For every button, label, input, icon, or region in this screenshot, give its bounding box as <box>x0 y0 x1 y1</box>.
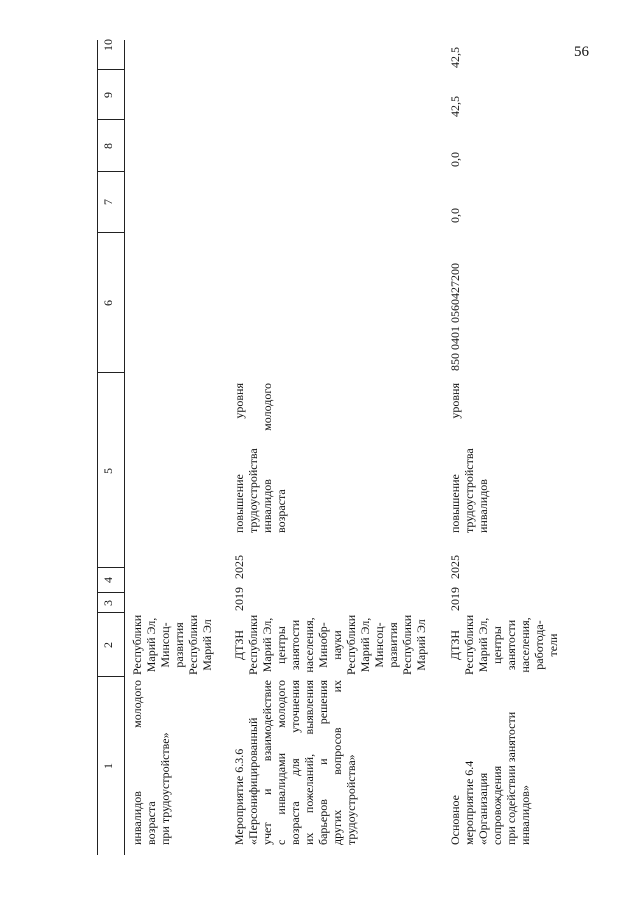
row1-name-line: возраста <box>144 801 158 845</box>
row1-executor-line: Марий Эл, <box>144 617 158 673</box>
row3-name <box>448 680 532 845</box>
row1-executor-line: Марий Эл <box>200 619 214 671</box>
row2-result <box>232 383 288 533</box>
row2-name-line: Мероприятие 6.3.6 <box>232 748 246 845</box>
row2-executor-line: развития <box>386 622 400 668</box>
row2-start-year: 2019 <box>232 587 246 611</box>
row1-name-line: при трудоустройстве» <box>158 732 172 845</box>
row3-executor-line: ДТЗН <box>448 629 462 661</box>
row2-executor-line: Марий Эл, <box>260 617 274 673</box>
column-number-6: 6 <box>101 300 115 306</box>
row2-executor-line: Марий Эл <box>414 619 428 671</box>
row2-name-line: возраста для уточнения <box>288 680 302 845</box>
column-number-5: 5 <box>101 468 115 474</box>
header-bottom-rule <box>124 40 125 855</box>
header-divider <box>97 232 124 233</box>
row3-end-year: 2025 <box>448 555 462 579</box>
row2-executor-line: Минобр- <box>316 622 330 668</box>
row1-name <box>130 680 172 845</box>
row2-executor-line: населения, <box>302 617 316 673</box>
row3-value-8: 0,0 <box>448 152 462 167</box>
row2-executor-line: Республики <box>400 614 414 675</box>
row2-executor-line: Минсоц- <box>372 622 386 668</box>
column-number-8: 8 <box>101 143 115 149</box>
header-divider <box>97 69 124 70</box>
column-number-4: 4 <box>101 577 115 583</box>
column-number-7: 7 <box>101 199 115 205</box>
row1-executor-line: развития <box>172 622 186 668</box>
row2-name-line: других вопросов их <box>330 680 344 845</box>
row2-executor-line: науки <box>330 630 344 660</box>
row3-executor-line: тели <box>546 633 560 657</box>
row2-executor-line: занятости <box>288 619 302 671</box>
row2-executor-line: центры <box>274 626 288 664</box>
row3-value-7: 0,0 <box>448 208 462 223</box>
row3-name-line: «Организация <box>476 772 490 845</box>
row2-executor-line: ДТЗН <box>232 629 246 661</box>
row3-executor-line: работода- <box>532 620 546 670</box>
row1-executor-line: Республики <box>130 614 144 675</box>
header-divider <box>97 372 124 373</box>
column-number-9: 9 <box>101 92 115 98</box>
row3-executor <box>448 615 560 675</box>
row3-executor-line: занятости <box>504 619 518 671</box>
header-top-rule <box>97 40 98 855</box>
header-divider <box>97 567 124 568</box>
row2-name-line: с инвалидами молодого <box>274 680 288 845</box>
header-divider <box>97 676 124 677</box>
column-number-3: 3 <box>101 600 115 606</box>
row2-executor-line: Республики <box>344 614 358 675</box>
row3-result-line: повышение уровня <box>448 383 462 533</box>
row2-name-line: трудоустройства» <box>344 754 358 845</box>
row1-name-line: инвалидов молодого <box>130 680 144 845</box>
row3-result-line: трудоустройства <box>462 448 476 533</box>
row2-name-line: «Персонифицированный <box>246 717 260 845</box>
column-number-1: 1 <box>101 763 115 769</box>
header-divider <box>97 171 124 172</box>
row3-budget-code: 850 0401 0560427200 <box>448 263 462 371</box>
row2-executor-line: Марий Эл, <box>358 617 372 673</box>
row3-start-year: 2019 <box>448 587 462 611</box>
row3-name-line: мероприятие 6.4 <box>462 760 476 845</box>
row3-result-line: инвалидов <box>476 479 490 533</box>
column-number-2: 2 <box>101 642 115 648</box>
row3-value-10: 42,5 <box>448 47 462 68</box>
row3-executor-line: Марий Эл, <box>476 617 490 673</box>
row2-executor-line: Республики <box>246 614 260 675</box>
row3-name-line: сопровождения <box>490 765 504 845</box>
row2-name <box>232 680 358 845</box>
row2-name-line: барьеров и решения <box>316 680 330 845</box>
page-number: 56 <box>574 44 589 60</box>
row2-result-line: трудоустройства <box>246 448 260 533</box>
row3-executor-line: населения, <box>518 617 532 673</box>
column-number-10: 10 <box>101 39 115 51</box>
row2-name-line: их пожеланий, выявления <box>302 680 316 845</box>
row3-name-line: при содействии занятости <box>504 711 518 845</box>
row2-name-line: учет и взаимодействие <box>260 680 274 845</box>
row3-executor-line: Республики <box>462 614 476 675</box>
header-divider <box>97 119 124 120</box>
row1-executor-line: Минсоц- <box>158 622 172 668</box>
row1-executor-line: Республики <box>186 614 200 675</box>
row2-result-line: повышение уровня <box>232 383 246 533</box>
row1-executor <box>130 615 214 675</box>
row3-name-line: Основное <box>448 795 462 845</box>
row2-executor <box>232 615 428 675</box>
row3-executor-line: центры <box>490 626 504 664</box>
row3-value-9: 42,5 <box>448 96 462 117</box>
row3-name-line: инвалидов» <box>518 785 532 845</box>
row3-result <box>448 383 490 533</box>
row2-result-line: инвалидов молодого <box>260 383 274 533</box>
row2-result-line: возраста <box>274 489 288 533</box>
row2-end-year: 2025 <box>232 555 246 579</box>
